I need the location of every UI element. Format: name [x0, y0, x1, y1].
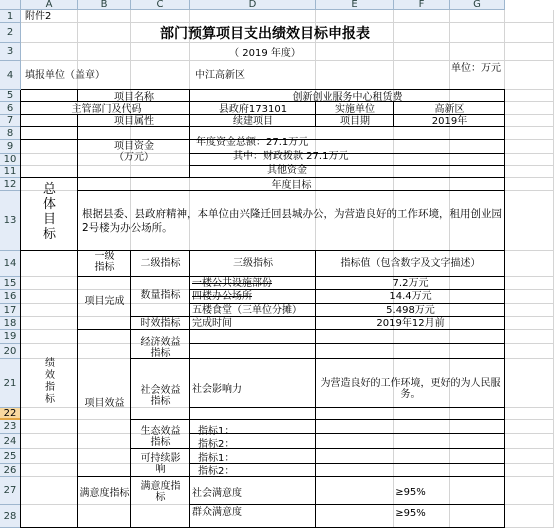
row-header-9[interactable]: 9: [0, 140, 21, 154]
row-header-13[interactable]: 13: [0, 191, 21, 251]
social-item: 社会影响力: [192, 384, 242, 395]
satisfaction-label: 满意度指标: [79, 488, 130, 499]
gridline: [21, 60, 554, 61]
satisfaction-value-1: ≥95%: [395, 487, 426, 498]
row-header-22[interactable]: 22: [0, 408, 21, 420]
sustainable-label: 可持续影 响: [140, 453, 181, 475]
cell-border: [20, 90, 21, 528]
row-header-25[interactable]: 25: [0, 449, 21, 464]
satisfaction-sub-label: 满意度指 标: [140, 481, 181, 503]
quantity-item-2: 四楼办公场所: [192, 291, 252, 302]
cell-border: [131, 419, 505, 420]
cell-border: [190, 463, 505, 464]
annual-goal-label: 年度目标: [271, 180, 312, 191]
quantity-item-3: 五楼食堂（三单位分摊）: [192, 305, 302, 316]
row-header-2[interactable]: 2: [0, 23, 21, 43]
column-header-a[interactable]: A: [21, 0, 78, 10]
row-header-5[interactable]: 5: [0, 90, 21, 102]
gridline: [393, 10, 394, 528]
cell-border: [190, 407, 505, 408]
row-header-21[interactable]: 21: [0, 359, 21, 408]
quantity-item-1: 一楼公共设施部份: [192, 278, 272, 289]
eco-label: 生态效益 指标: [140, 426, 181, 448]
goal-text: 根据县委、县政府精神，本单位由兴隆迁回县城办公，为营造良好的工作环境，租用创业园2号楼为办公场所。: [82, 208, 502, 234]
cell-border: [21, 89, 505, 90]
row-header-27[interactable]: 27: [0, 477, 21, 505]
column-header-d[interactable]: D: [190, 0, 316, 10]
cell-border: [190, 165, 505, 166]
sustainable-item-2: 指标2：: [198, 466, 235, 477]
money-unit: 单位：万元: [451, 63, 501, 74]
period-value: 2019年: [431, 116, 468, 127]
column-header-f[interactable]: F: [394, 0, 450, 10]
attachment-label: 附件2: [25, 11, 52, 22]
row-header-18[interactable]: 18: [0, 317, 21, 330]
quantity-value-3: 5.498万元: [386, 305, 435, 316]
year-label: （ 2019 年度）: [229, 48, 301, 59]
row-header-14[interactable]: 14: [0, 251, 21, 277]
project-name: 创新创业服务中心租赁费: [292, 92, 403, 103]
row-header-23[interactable]: 23: [0, 420, 21, 434]
fund-total: 年度资金总额：27.1万元: [196, 137, 309, 148]
dept-label: 主管部门及代码: [71, 104, 142, 115]
row-header-24[interactable]: 24: [0, 434, 21, 449]
cell-border: [190, 433, 505, 434]
effect-label: 项目效益: [84, 398, 125, 409]
row-header-15[interactable]: 15: [0, 277, 21, 290]
header-level2: 二级指标: [140, 258, 181, 269]
timeliness-item: 完成时间: [192, 318, 232, 329]
column-header-e[interactable]: E: [316, 0, 394, 10]
output-label: 项目完成: [84, 296, 125, 307]
timeliness-label: 时效指标: [140, 318, 181, 329]
cell-border: [190, 303, 505, 304]
cell-border: [131, 316, 505, 317]
impl-value: 高新区: [434, 104, 465, 115]
column-header-b[interactable]: B: [78, 0, 131, 10]
row-header-7[interactable]: 7: [0, 115, 21, 127]
quantity-value-2: 14.4万元: [389, 291, 432, 302]
row-header-6[interactable]: 6: [0, 102, 21, 115]
satisfaction-value-2: ≥95%: [395, 508, 426, 519]
sustainable-item-1: 指标1：: [198, 453, 235, 464]
cell-border: [190, 504, 505, 505]
cell-border: [77, 251, 78, 528]
gridline: [449, 10, 450, 528]
eco-item-1: 指标1：: [198, 426, 235, 437]
row-header-10[interactable]: 10: [0, 154, 21, 166]
select-all-corner[interactable]: [0, 0, 21, 10]
cell-border: [78, 329, 505, 330]
econ-label: 经济效益 指标: [140, 337, 181, 359]
column-header-c[interactable]: C: [131, 0, 190, 10]
perf-indicator-label: 绩效指标: [45, 358, 55, 405]
header-level3: 三级指标: [233, 258, 273, 269]
row-header-20[interactable]: 20: [0, 344, 21, 359]
project-name-label: 项目名称: [114, 92, 154, 103]
column-header-g[interactable]: G: [450, 0, 505, 10]
row-header-16[interactable]: 16: [0, 290, 21, 304]
attr-label: 项目属性: [114, 116, 154, 127]
social-label: 社会效益 指标: [140, 385, 181, 407]
unit-label: 填报单位（盖章）: [25, 70, 105, 81]
cell-border: [78, 276, 505, 277]
overall-goal-label: 总体目标: [43, 182, 57, 242]
row-header-12[interactable]: 12: [0, 178, 21, 191]
impl-label: 实施单位: [335, 104, 375, 115]
row-header-17[interactable]: 17: [0, 304, 21, 317]
row-header-3[interactable]: 3: [0, 43, 21, 61]
fund-fiscal: 其中：财政拨款 27.1万元: [233, 151, 349, 162]
row-header-11[interactable]: 11: [0, 166, 21, 178]
satisfaction-item-2: 群众满意度: [192, 507, 242, 518]
header-value: 指标值（包含数字及文字描述）: [340, 258, 481, 269]
quantity-value-1: 7.2万元: [392, 278, 429, 289]
fund-label: 项目资金 （万元）: [114, 141, 154, 163]
form-title: 部门预算项目支出绩效目标申报表: [160, 26, 370, 42]
quantity-label: 数量指标: [140, 290, 181, 301]
row-header-28[interactable]: 28: [0, 505, 21, 528]
period-label: 项目期: [340, 116, 370, 127]
cell-border: [190, 289, 505, 290]
cell-border: [21, 177, 505, 178]
header-level1: 一级 指标: [94, 251, 115, 273]
cell-border: [78, 476, 505, 477]
fund-other: 其他资金: [267, 165, 307, 176]
social-value: 为营造良好的工作环境，更好的为人民服务。: [320, 378, 501, 400]
attr-value: 续建项目: [233, 116, 273, 127]
eco-item-2: 指标2：: [198, 439, 235, 450]
row-header-1[interactable]: 1: [0, 10, 21, 23]
timeliness-value: 2019年12月前: [376, 318, 445, 329]
row-header-8[interactable]: 8: [0, 127, 21, 140]
satisfaction-item-1: 社会满意度: [192, 488, 242, 499]
dept-value: 县政府173101: [218, 104, 288, 115]
gridline: [21, 22, 554, 23]
cell-border: [190, 343, 505, 344]
cell-border: [131, 448, 505, 449]
unit-value: 中江高新区: [195, 70, 245, 81]
row-header-4[interactable]: 4: [0, 61, 21, 90]
row-header-26[interactable]: 26: [0, 464, 21, 477]
row-header-19[interactable]: 19: [0, 330, 21, 344]
